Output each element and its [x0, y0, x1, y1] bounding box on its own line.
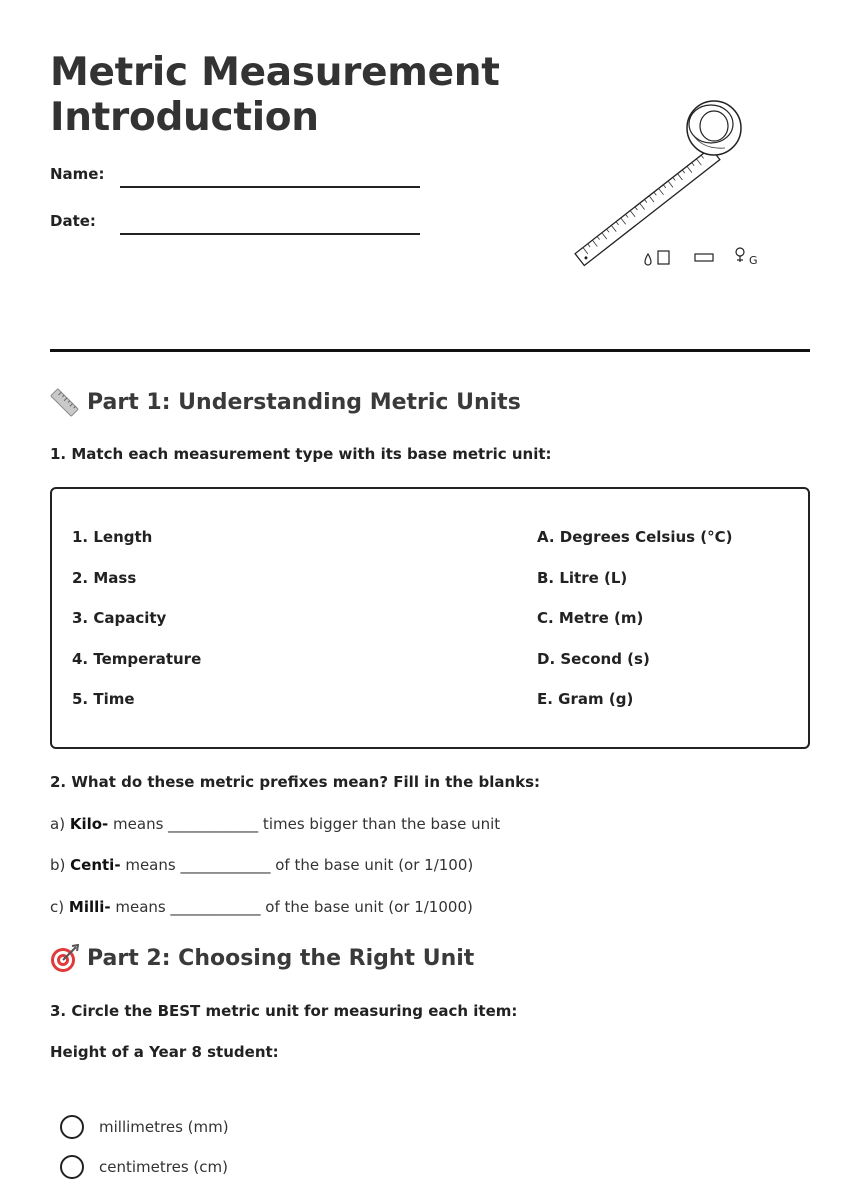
match-right-item: A. Degrees Celsius (°C) — [537, 528, 733, 546]
date-input-line[interactable] — [120, 233, 420, 235]
unit-options — [60, 1107, 229, 1187]
match-right-item: B. Litre (L) — [537, 568, 628, 587]
base-units — [537, 527, 733, 730]
name-label: Name: — [50, 165, 105, 183]
part2-heading-text: Part 2: Choosing the Right Unit — [87, 946, 475, 971]
match-left-item: 3. Capacity — [72, 609, 167, 628]
title-line-1: Metric Measurement — [50, 50, 500, 95]
prefix-name: Centi- — [70, 856, 121, 874]
name-field[interactable] — [50, 165, 104, 183]
page-title — [50, 50, 500, 140]
date-field[interactable] — [50, 212, 96, 230]
prefix-letter: c) — [50, 898, 65, 916]
prefix-centi[interactable] — [50, 856, 473, 874]
radio-circle[interactable] — [60, 1155, 84, 1179]
prefix-text: means ____________ times bigger than the base unit — [113, 815, 501, 833]
prefix-letter: a) — [50, 815, 66, 833]
prefix-text: means ____________ of the base unit (or 1/100) — [125, 856, 474, 874]
match-right-item: D. Second (s) — [537, 649, 650, 668]
rectangle-icon — [695, 254, 713, 261]
target-icon — [50, 944, 79, 973]
prefix-letter: b) — [50, 856, 66, 874]
item-label: Height of a Year 8 student: — [50, 1043, 279, 1061]
tape-measure-icon — [575, 101, 741, 266]
match-left-item: 2. Mass — [72, 568, 137, 587]
match-right-item: C. Metre (m) — [537, 609, 644, 628]
date-label: Date: — [50, 212, 96, 230]
match-left-item: 1. Length — [72, 528, 153, 546]
name-input-line[interactable] — [120, 186, 420, 188]
bulb-icon — [736, 248, 744, 256]
option-millimetres[interactable] — [60, 1107, 229, 1147]
droplet-icon — [645, 254, 651, 265]
matching-box — [50, 487, 810, 749]
question-3: 3. Circle the BEST metric unit for measuring each item: — [50, 1002, 518, 1020]
measurement-types — [72, 527, 201, 730]
title-line-2: Introduction — [50, 95, 319, 140]
option-label: millimetres (mm) — [99, 1118, 229, 1136]
prefix-name: Kilo- — [69, 815, 109, 833]
match-left-item: 4. Temperature — [72, 649, 202, 668]
question-1: 1. Match each measurement type with its base metric unit: — [50, 445, 552, 463]
prefix-text: means ____________ of the base unit (or 1/1000) — [115, 898, 473, 916]
option-centimetres[interactable] — [60, 1147, 229, 1187]
radio-circle[interactable] — [60, 1115, 84, 1139]
match-left-item: 5. Time — [72, 690, 135, 709]
question-2: 2. What do these metric prefixes mean? Fill in the blanks: — [50, 773, 541, 791]
prefix-kilo[interactable] — [50, 815, 500, 833]
prefix-name: Milli- — [68, 898, 111, 916]
gram-symbol: G — [749, 254, 758, 267]
square-icon — [658, 251, 669, 264]
match-right-item: E. Gram (g) — [537, 690, 634, 709]
tape-measure-illustration — [570, 90, 770, 290]
prefix-milli[interactable] — [50, 898, 473, 916]
part1-heading-text: Part 1: Understanding Metric Units — [87, 390, 521, 415]
option-label: centimetres (cm) — [99, 1158, 228, 1176]
metric-symbols — [645, 248, 744, 265]
ruler-icon — [50, 388, 79, 417]
header-divider — [50, 349, 810, 352]
part2-heading — [50, 944, 474, 973]
part1-heading — [50, 388, 521, 417]
